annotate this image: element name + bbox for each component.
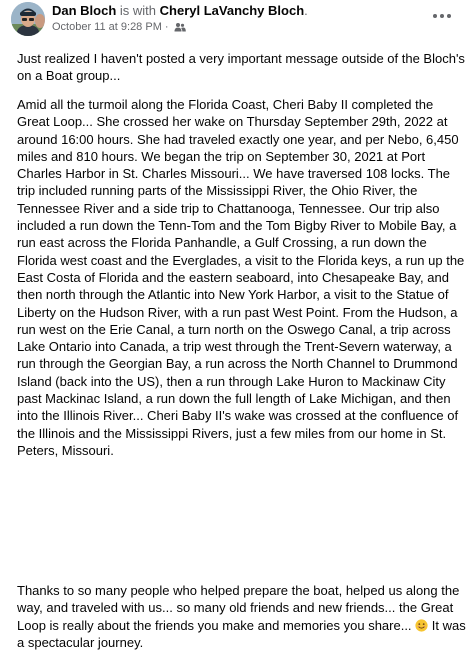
avatar-photo	[11, 2, 45, 36]
more-options-dot	[447, 14, 451, 18]
post-header	[0, 0, 476, 44]
more-options-icon	[433, 14, 437, 18]
tagged-suffix: .	[304, 3, 308, 18]
post-paragraph-closing	[17, 582, 469, 651]
post-paragraph: Just realized I haven't posted a very important message outside of the Bloch's on a Boat group...	[17, 51, 465, 84]
friends-icon[interactable]	[174, 22, 186, 32]
tagged-name[interactable]: Cheryl LaVanchy Bloch	[159, 3, 305, 18]
closing-text: It was a spectacular journey.	[17, 617, 466, 650]
meta-separator: ·	[164, 21, 169, 33]
smiling-face-emoji	[415, 619, 428, 632]
author-line	[52, 2, 308, 19]
post-timestamp[interactable]: October 11 at 9:28 PM	[52, 21, 162, 33]
post-paragraph: Amid all the turmoil along the Florida Coast, Cheri Baby II completed the Great Loop... She crossed her wake on Thursday September 29th, 2022 at around 16:00 hours. She had traveled exactly one year, and per Nebo, 6,450 miles and 810 hours. We began the trip on September 30, 2021 at Port Charles Harbor in St. Charles Missouri... We have traversed 108 locks. The trip included running parts of the Mississippi River, the Ohio River, the Tennessee River and a side trip to Chattanooga, Tennessee. Our trip also included a run down the Tenn-Tom and the Tom Bigby River to Mobile Bay, a run east across the Florida Panhandle, a Gulf Crossing, a run down the Florida west coast and the Everglades, a visit to the Florida keys, a run up the East Costa of Florida and the eastern seaboard, into Chesapeake Bay, and then north through the Atlantic into New York Harbor, a visit to the Statue of Liberty on the Hudson River, with a run past West Point. From the Hudson, a run west on the Erie Canal, a turn north on the Oswego Canal, a trip across Lake Ontario into Canada, a trip west through the Trent-Severn waterway, a run through the Georgian Bay, a run across the North Channel to Drummond Island (back into the US), then a run through Lake Huron to Mackinaw City past Mackinac Island, a run down the full length of Lake Michigan, and then into the Illinois River... Cheri Baby II's wake was crossed at the confluence of the Illinois and the Mississippi Rivers, just a few miles from our home in St. Peters, Missouri.	[17, 97, 465, 458]
author-name[interactable]: Dan Bloch	[52, 3, 117, 18]
with-text: is with	[116, 3, 160, 18]
more-options-button[interactable]	[428, 6, 456, 26]
avatar[interactable]	[11, 2, 45, 36]
more-options-dot	[440, 14, 444, 18]
post-meta	[52, 20, 186, 34]
post-paragraph-text: Thanks to so many people who helped prepare the boat, helped us along the way, and traveled with us... so many old friends and new friends... the Great Loop is really about the friends you make and memories you share...	[17, 583, 460, 633]
